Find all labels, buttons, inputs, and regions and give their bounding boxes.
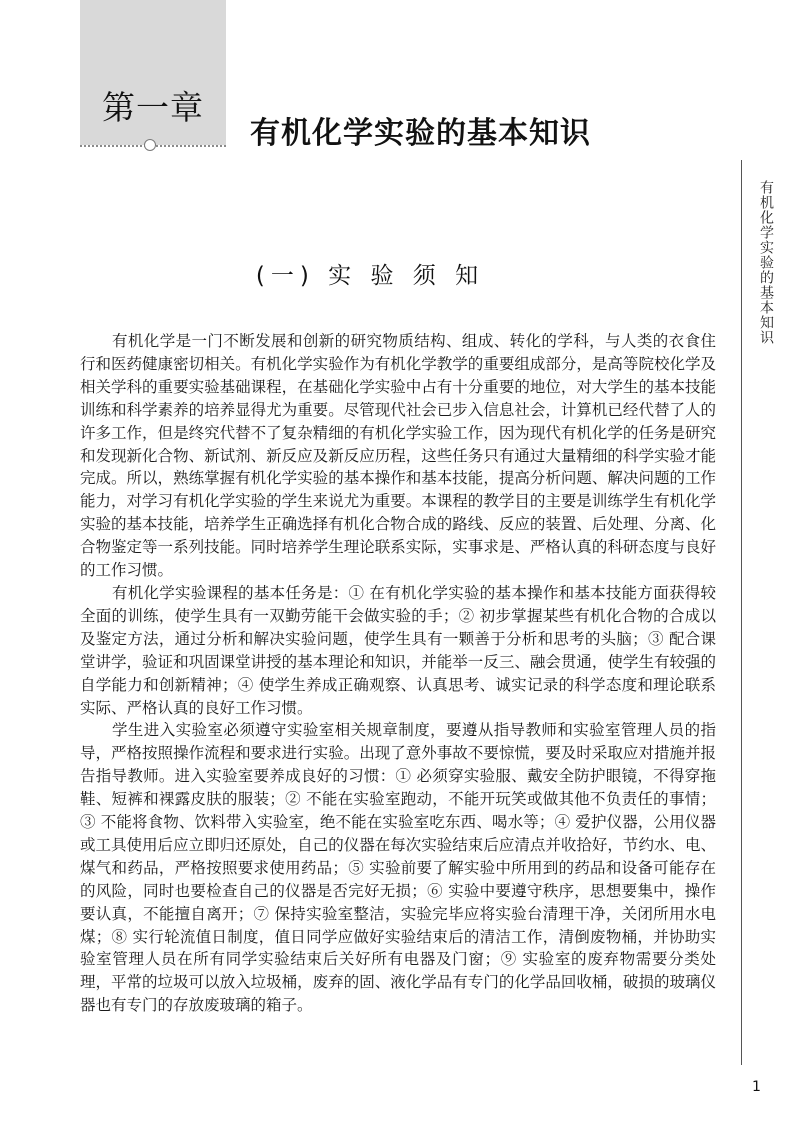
chapter-title: 有机化学实验的基本知识 — [250, 116, 591, 151]
paragraph-tasks: 有机化学实验课程的基本任务是：① 在有机化学实验的基本操作和基本技能方面获得较全面的训练，使学生具有一双勤劳能干会做实验的手；② 初步掌握某些有机化合物的合成以及鉴定方法，通过分析和解决实验问题，使学生具有一颗善于分析和思考的头脑；③ 配合课堂讲学，验证和巩固课堂讲授的基本理论和知识，并能举一反三、融会贯通，使学生有较强的自学能力和创新精神；④ 使学生养成正确观察、认真思考、诚实记录的科学态度和理论联系实际、严格认真的良好工作习惯。 — [80, 583, 716, 717]
paragraph-rules: 学生进入实验室必须遵守实验室相关规章制度，要遵从指导教师和实验室管理人员的指导，严格按照操作流程和要求进行实验。出现了意外事故不要惊慌，要及时采取应对措施并报告指导教师。进入实验室要养成良好的习惯：① 必须穿实验服、戴安全防护眼镜，不得穿拖鞋、短裤和裸露皮肤的服装；② 不能在实验室跑动，不能开玩笑或做其他不负责任的事情；③ 不能将食物、饮料带入实验室，绝不能在实验室吃东西、喝水等；④ 爱护仪器，公用仪器或工具使用后应立即归还原处，自己的仪器在每次实验结束后应清点并收拾好，节约水、电、煤气和药品，严格按照要求使用药品；⑤ 实验前要了解实验中所用到的药品和设备可能存在的风险，同时也要检查自己的仪器是否完好无损；⑥ 实验中要遵守秩序，思想要集中，操作要认真，不能擅自离开；⑦ 保持实验室整洁，实验完毕应将实验台清理干净，关闭所用水电煤；⑧ 实行轮流值日制度，值日同学应做好实验结束后的清洁工作，清倒废物桶，并协助实验室管理人员在所有同学实验结束后关好所有电器及门窗；⑨ 实验室的废弃物需要分类处理，平常的垃圾可以放入垃圾桶，废弃的固、液化学品有专门的化学品回收桶，破损的玻璃仪器也有专门的存放废玻璃的箱子。 — [80, 721, 716, 1015]
page-number: 1 — [752, 1079, 761, 1095]
circle-ornament-icon — [144, 139, 156, 151]
running-title: 有机化学实验的基本知识 — [758, 180, 774, 345]
body-text — [80, 330, 716, 1017]
margin-rule — [741, 160, 742, 1065]
section-title: (一) 实 验 须 知 — [255, 263, 485, 289]
paragraph-intro: 有机化学是一门不断发展和创新的研究物质结构、组成、转化的学科，与人类的衣食住行和医药健康密切相关。有机化学实验作为有机化学教学的重要组成部分，是高等院校化学及相关学科的重要实验基础课程，在基础化学实验中占有十分重要的地位，对大学生的基本技能训练和科学素养的培养显得尤为重要。尽管现代社会已步入信息社会，计算机已经代替了人的许多工作，但是终究代替不了复杂精细的有机化学实验工作，因为现代有机化学的任务是研究和发现新化合物、新试剂、新反应及新反应历程，这些任务只有通过大量精细的科学实验才能完成。所以，熟练掌握有机化学实验的基本操作和基本技能，提高分析问题、解决问题的工作能力，对学习有机化学实验的学生来说尤为重要。本课程的教学目的主要是训练学生有机化学实验的基本技能，培养学生正确选择有机化合物合成的路线、反应的装置、后处理、分离、化合物鉴定等一系列技能。同时培养学生理论联系实际，实事求是、严格认真的科研态度与良好的工作习惯。 — [80, 332, 716, 580]
chapter-label: 第一章 — [102, 88, 204, 127]
